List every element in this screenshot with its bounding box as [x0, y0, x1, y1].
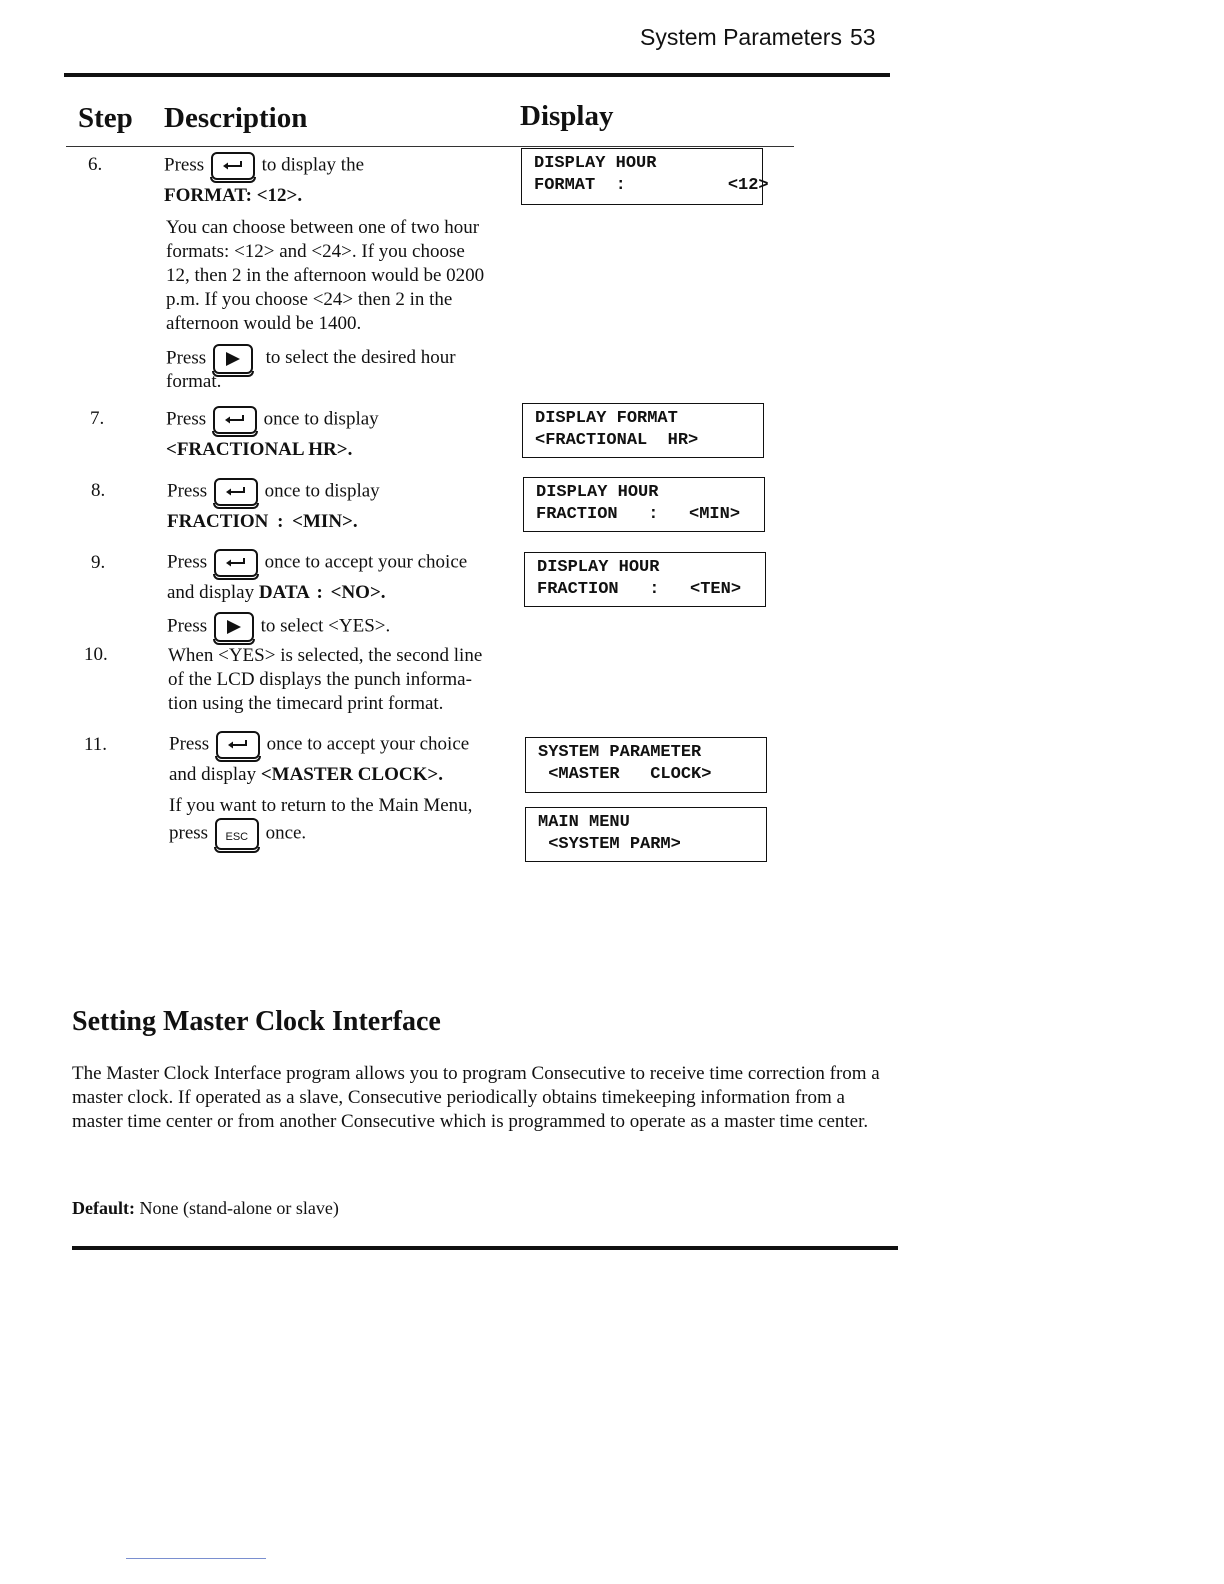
step-6-format-value: FORMAT: <12>. — [164, 185, 303, 206]
lcd-display-hour-format: DISPLAY HOUR FORMAT : <12> — [521, 148, 763, 205]
step-6-line-4: format. — [166, 371, 222, 392]
lcd-display-fraction-min: DISPLAY HOUR FRACTION : <MIN> — [523, 477, 765, 532]
step-11-line-1: Press once to accept your choice — [169, 731, 469, 759]
lcd-main-menu: MAIN MENU <SYSTEM PARM> — [525, 807, 767, 862]
step-6-para-line-5: afternoon would be 1400. — [166, 313, 362, 334]
step-9-line-3: Press to select <YES>. — [167, 612, 390, 642]
heading-rule — [66, 146, 794, 147]
display-column-heading: Display — [520, 100, 614, 132]
enter-key-icon — [216, 731, 260, 759]
running-head-title: System Parameters — [640, 24, 842, 50]
step-8-line-1: Press once to display — [167, 478, 380, 506]
enter-key-icon — [211, 152, 255, 180]
step-11-number: 11. — [84, 734, 108, 755]
step-9-line-2: and display DATA : <NO>. — [167, 582, 386, 603]
step-6-para-line-4: p.m. If you choose <24> then 2 in the — [166, 289, 453, 310]
right-arrow-key-icon — [214, 612, 254, 642]
step-6-line-1: Press to display the — [164, 152, 364, 180]
enter-key-icon — [213, 406, 257, 434]
esc-key-icon: ESC — [215, 818, 259, 850]
step-9-line-1: Press once to accept your choice — [167, 549, 467, 577]
footer-mark — [126, 1558, 266, 1559]
step-9-number: 9. — [91, 552, 106, 573]
step-7-fractional-hr: <FRACTIONAL HR>. — [166, 439, 353, 460]
running-head — [640, 24, 876, 51]
section-title: Setting Master Clock Interface — [72, 1006, 441, 1037]
lcd-display-fractional-hr: DISPLAY FORMAT <FRACTIONAL HR> — [522, 403, 764, 458]
step-8-number: 8. — [91, 480, 106, 501]
step-10-number: 10. — [84, 644, 108, 665]
step-8-fraction-min: FRACTION : <MIN>. — [167, 511, 358, 532]
enter-key-icon — [214, 549, 258, 577]
top-rule — [64, 73, 890, 77]
lcd-system-parameter: SYSTEM PARAMETER <MASTER CLOCK> — [525, 737, 767, 793]
step-11-line-2: and display <MASTER CLOCK>. — [169, 764, 443, 785]
step-10-line-3: tion using the timecard print format. — [168, 693, 444, 714]
step-7-number: 7. — [90, 408, 105, 429]
step-6-para-line-3: 12, then 2 in the afternoon would be 0200 — [166, 265, 485, 286]
step-6-number: 6. — [88, 154, 103, 175]
step-6-line-3: Press to select the desired hour — [166, 344, 456, 374]
enter-key-icon — [214, 478, 258, 506]
step-column-heading: Step — [78, 102, 133, 134]
step-10-line-1: When <YES> is selected, the second line — [168, 645, 483, 666]
default-line: Default: None (stand-alone or slave) — [72, 1198, 339, 1218]
step-10-line-2: of the LCD displays the punch informa- — [168, 669, 472, 690]
lcd-display-fraction-ten: DISPLAY HOUR FRACTION : <TEN> — [524, 552, 766, 607]
step-11-line-3: If you want to return to the Main Menu, — [169, 795, 473, 816]
step-6-para-line-1: You can choose between one of two hour — [166, 217, 480, 238]
bottom-rule — [72, 1246, 898, 1250]
step-7-line-1: Press once to display — [166, 406, 379, 434]
page-number: 53 — [849, 24, 876, 50]
section-paragraph: The Master Clock Interface program allows you to program Consecutive to receive time correction from a master clock. If operated as a slave, Consecutive periodically obtains timekeeping information from a master time center or from another Consecutive which is programmed to operate as a master time center. — [72, 1063, 880, 1132]
step-6-para-line-2: formats: <12> and <24>. If you choose — [166, 241, 465, 262]
description-column-heading: Description — [164, 102, 308, 134]
step-11-line-4: press ESC once. — [169, 818, 306, 850]
